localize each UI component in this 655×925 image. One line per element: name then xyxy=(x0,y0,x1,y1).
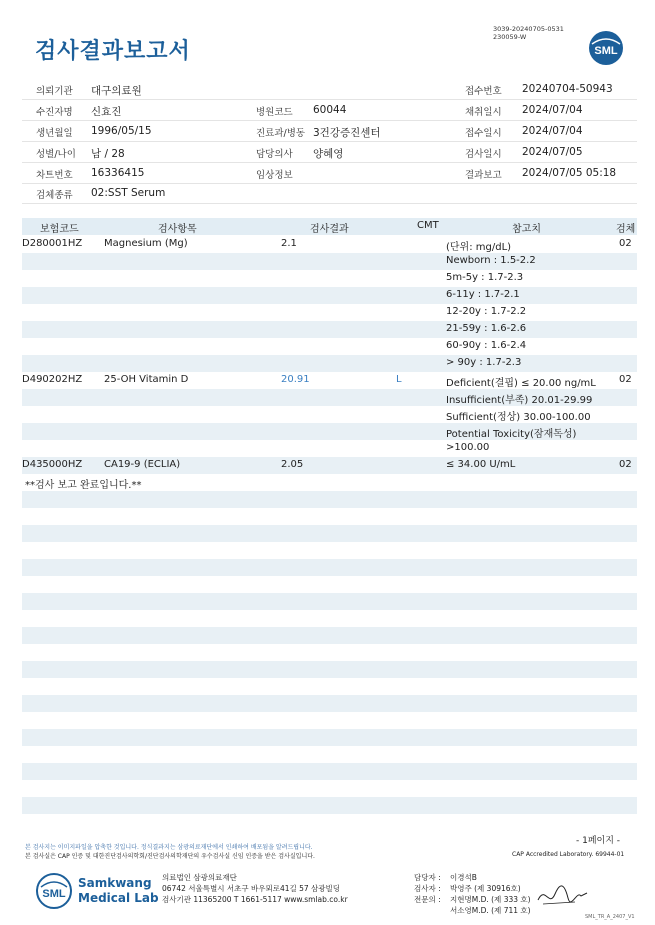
brand-name-1: Samkwang xyxy=(78,876,152,890)
table-cell-ref: 60-90y : 1.6-2.4 xyxy=(446,340,527,351)
table-stripe xyxy=(22,729,637,746)
report-title: 검사결과보고서 xyxy=(35,39,191,64)
samkwang-logo-icon xyxy=(35,872,73,910)
specialist-1: 지현명M.D. (제 333 호) xyxy=(450,895,531,904)
table-cell-item: CA19-9 (ECLIA) xyxy=(104,459,181,470)
table-cell-item: Magnesium (Mg) xyxy=(104,238,188,249)
table-cell-ref: Insufficient(부족) 20.01-29.99 xyxy=(446,395,593,406)
table-cell-ref: ≤ 34.00 U/mL xyxy=(446,459,516,470)
table-cell-ref: >100.00 xyxy=(446,442,490,453)
table-cell-code: D280001HZ xyxy=(22,238,83,249)
table-stripe xyxy=(22,355,637,372)
patient-name: 신효진 xyxy=(91,106,122,118)
results-table-header: 보험코드 검사항목 검사결과 CMT 참고치 검체 xyxy=(22,218,637,235)
collect-date: 2024/07/04 xyxy=(522,104,583,116)
table-stripe xyxy=(22,321,637,338)
table-cell-code: D490202HZ xyxy=(22,374,83,385)
table-cell-ref: (단위: mg/dL) xyxy=(446,242,512,253)
hospital-code: 60044 xyxy=(313,104,347,116)
table-stripe xyxy=(22,593,637,610)
sml-logo-icon xyxy=(588,30,624,66)
table-cell-ref: 6-11y : 1.7-2.1 xyxy=(446,289,520,300)
birth-date: 1996/05/15 xyxy=(91,125,152,137)
table-cell-cmt: L xyxy=(396,374,402,385)
cap-accreditation: CAP Accredited Laboratory. 69944-01 xyxy=(512,851,625,858)
table-cell-ref: Newborn : 1.5-2.2 xyxy=(446,255,536,266)
page-number: - 1페이지 - xyxy=(576,836,621,846)
requester: 대구의료원 xyxy=(91,85,142,97)
chart-number: 16336415 xyxy=(91,167,145,179)
accreditation-note: 본 검사실은 CAP 인증 및 대한진단검사의학회/진단검사의학재단의 우수검사실 신임 인증을 받은 검사실입니다. xyxy=(25,853,315,860)
tester: 박영주 (제 30916호) xyxy=(450,884,521,893)
org-name: 의료법인 삼광의료재단 xyxy=(162,873,237,882)
table-stripe xyxy=(22,559,637,576)
document-id: 3039-20240705-0531 230059-W xyxy=(493,25,564,41)
table-cell-result: 2.1 xyxy=(281,238,297,249)
table-stripe xyxy=(22,287,637,304)
sex-age: 남 / 28 xyxy=(91,148,125,160)
table-cell-item: 25-OH Vitamin D xyxy=(104,374,189,385)
form-code: SML_TR_A_2407_V1 xyxy=(585,914,635,920)
table-stripe xyxy=(22,695,637,712)
svg-text:SML: SML xyxy=(594,45,618,57)
table-stripe xyxy=(22,763,637,780)
org-contact: 검사기관 11365200 T 1661-5117 www.smlab.co.kr xyxy=(162,895,348,904)
table-cell-ref: > 90y : 1.7-2.3 xyxy=(446,357,522,368)
svg-text:SML: SML xyxy=(42,888,66,900)
specialist-2: 서소영M.D. (제 711 호) xyxy=(450,906,531,915)
table-cell-ref: Sufficient(정상) 30.00-100.00 xyxy=(446,412,591,423)
table-cell-ref: Deficient(결핍) ≤ 20.00 ng/mL xyxy=(446,378,596,389)
receipt-number: 20240704-50943 xyxy=(522,83,613,95)
receipt-date: 2024/07/04 xyxy=(522,125,583,137)
test-date: 2024/07/05 xyxy=(522,146,583,158)
brand-name-2: Medical Lab xyxy=(78,891,159,905)
table-stripe xyxy=(22,491,637,508)
doctor: 양혜영 xyxy=(313,148,344,160)
table-cell-ref: 12-20y : 1.7-2.2 xyxy=(446,306,527,317)
table-cell-ref: Potential Toxicity(잠재독성) xyxy=(446,429,577,440)
specimen-type: 02:SST Serum xyxy=(91,187,166,199)
table-stripe xyxy=(22,661,637,678)
table-stripe xyxy=(22,525,637,542)
table-cell-code: D435000HZ xyxy=(22,459,83,470)
table-cell-result: 2.05 xyxy=(281,459,304,470)
disclaimer-note: 본 검사지는 이미지파일을 압축한 것입니다. 정식결과지는 삼광의료재단에서 인쇄하여 배포됨을 알려드립니다. xyxy=(25,844,313,851)
table-stripe xyxy=(22,797,637,814)
org-address: 06742 서울특별시 서초구 바우뫼로41길 57 삼광빌딩 xyxy=(162,884,341,893)
table-cell-spec: 02 xyxy=(619,459,632,470)
table-cell-spec: 02 xyxy=(619,238,632,249)
table-stripe xyxy=(22,253,637,270)
table-cell-code: **검사 보고 완료입니다.** xyxy=(25,480,142,491)
staff-in-charge: 이경석B xyxy=(450,873,477,882)
table-cell-ref: 5m-5y : 1.7-2.3 xyxy=(446,272,524,283)
department: 3건강증진센터 xyxy=(313,127,381,139)
report-date: 2024/07/05 05:18 xyxy=(522,167,617,179)
table-stripe xyxy=(22,627,637,644)
table-cell-ref: 21-59y : 1.6-2.6 xyxy=(446,323,527,334)
signature-icon xyxy=(535,880,590,910)
table-cell-result: 20.91 xyxy=(281,374,310,385)
table-cell-spec: 02 xyxy=(619,374,632,385)
